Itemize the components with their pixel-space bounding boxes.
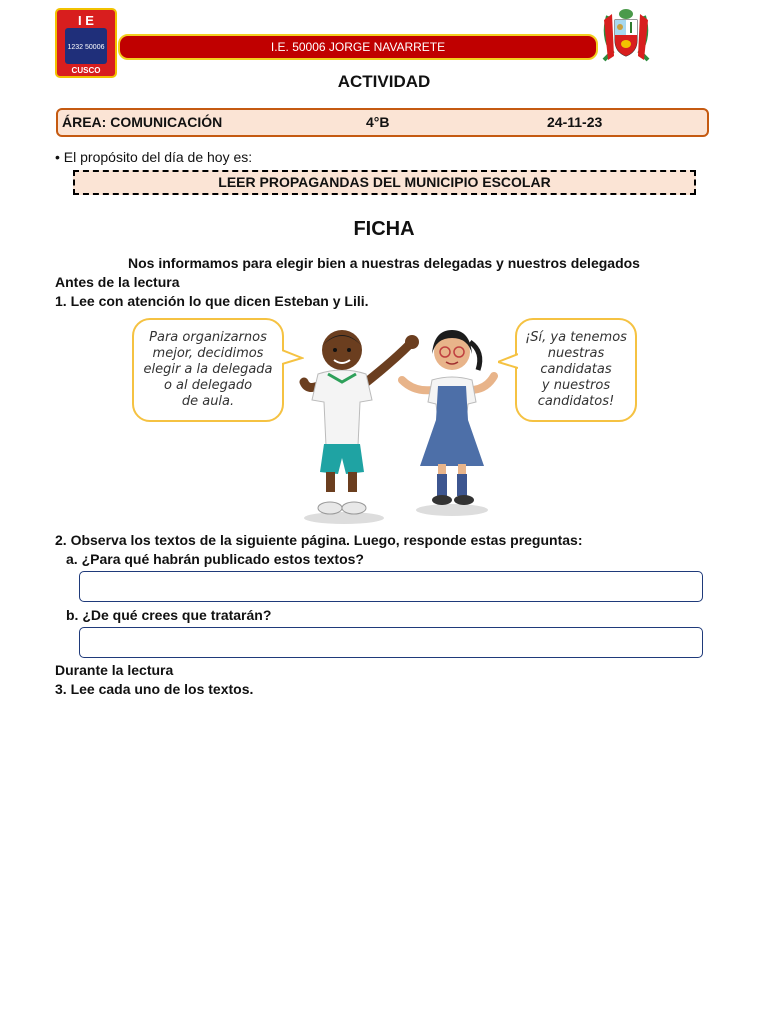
answer-box-2a[interactable] [79, 571, 703, 602]
bubble-line: o al delegado [163, 378, 253, 393]
purpose-intro-text: El propósito del día de hoy es: [63, 149, 253, 165]
bubble-line: mejor, decidimos [152, 346, 264, 361]
national-coat-of-arms-icon [598, 6, 654, 64]
sheet-title: FICHA [353, 218, 415, 240]
speech-bubble-esteban [132, 318, 284, 422]
bubble-line: nuestras [547, 346, 605, 361]
info-bar [56, 108, 709, 137]
school-name-banner: I.E. 50006 JORGE NAVARRETE [118, 34, 598, 60]
svg-text:CUSCO: CUSCO [71, 66, 101, 75]
svg-text:1232 50006: 1232 50006 [67, 44, 105, 51]
school-logo [55, 8, 117, 78]
bubble-line: elegir a la delegada [143, 362, 273, 377]
bullet-icon: • [55, 149, 60, 165]
purpose-intro [55, 149, 252, 165]
sheet-subtitle: Nos informamos para elegir bien a nuestras delegadas y nuestros delegados [128, 255, 640, 271]
answer-box-2b[interactable] [79, 627, 703, 658]
bubble-line: ¡Sí, ya tenemos [525, 330, 627, 345]
question-2b: b. ¿De qué crees que tratarán? [66, 607, 272, 623]
bubble-line: Para organizarnos [149, 330, 267, 345]
area-label: ÁREA: COMUNICACIÓN [62, 114, 223, 130]
date-label: 24-11-23 [547, 114, 603, 130]
purpose-box: LEER PROPAGANDAS DEL MUNICIPIO ESCOLAR [73, 170, 696, 195]
question-2a: a. ¿Para qué habrán publicado estos textos? [66, 551, 364, 567]
page-title: ACTIVIDAD [337, 72, 431, 91]
svg-text:I E: I E [78, 13, 94, 28]
question-3: 3. Lee cada uno de los textos. [55, 681, 254, 697]
question-2: 2. Observa los textos de la siguiente página. Luego, responde estas preguntas: [55, 532, 583, 548]
question-1: 1. Lee con atención lo que dicen Esteban y Lili. [55, 293, 369, 309]
speech-bubble-lili [515, 318, 637, 422]
bubble-line: candidatas [540, 362, 612, 377]
bubble-line: candidatos! [537, 394, 615, 409]
bubble-line: de aula. [181, 394, 235, 409]
grade-label: 4°B [366, 114, 390, 130]
section-during-reading: Durante la lectura [55, 662, 174, 678]
section-before-reading: Antes de la lectura [55, 274, 180, 290]
girl-illustration [392, 324, 502, 519]
bubble-line: y nuestros [541, 378, 611, 393]
